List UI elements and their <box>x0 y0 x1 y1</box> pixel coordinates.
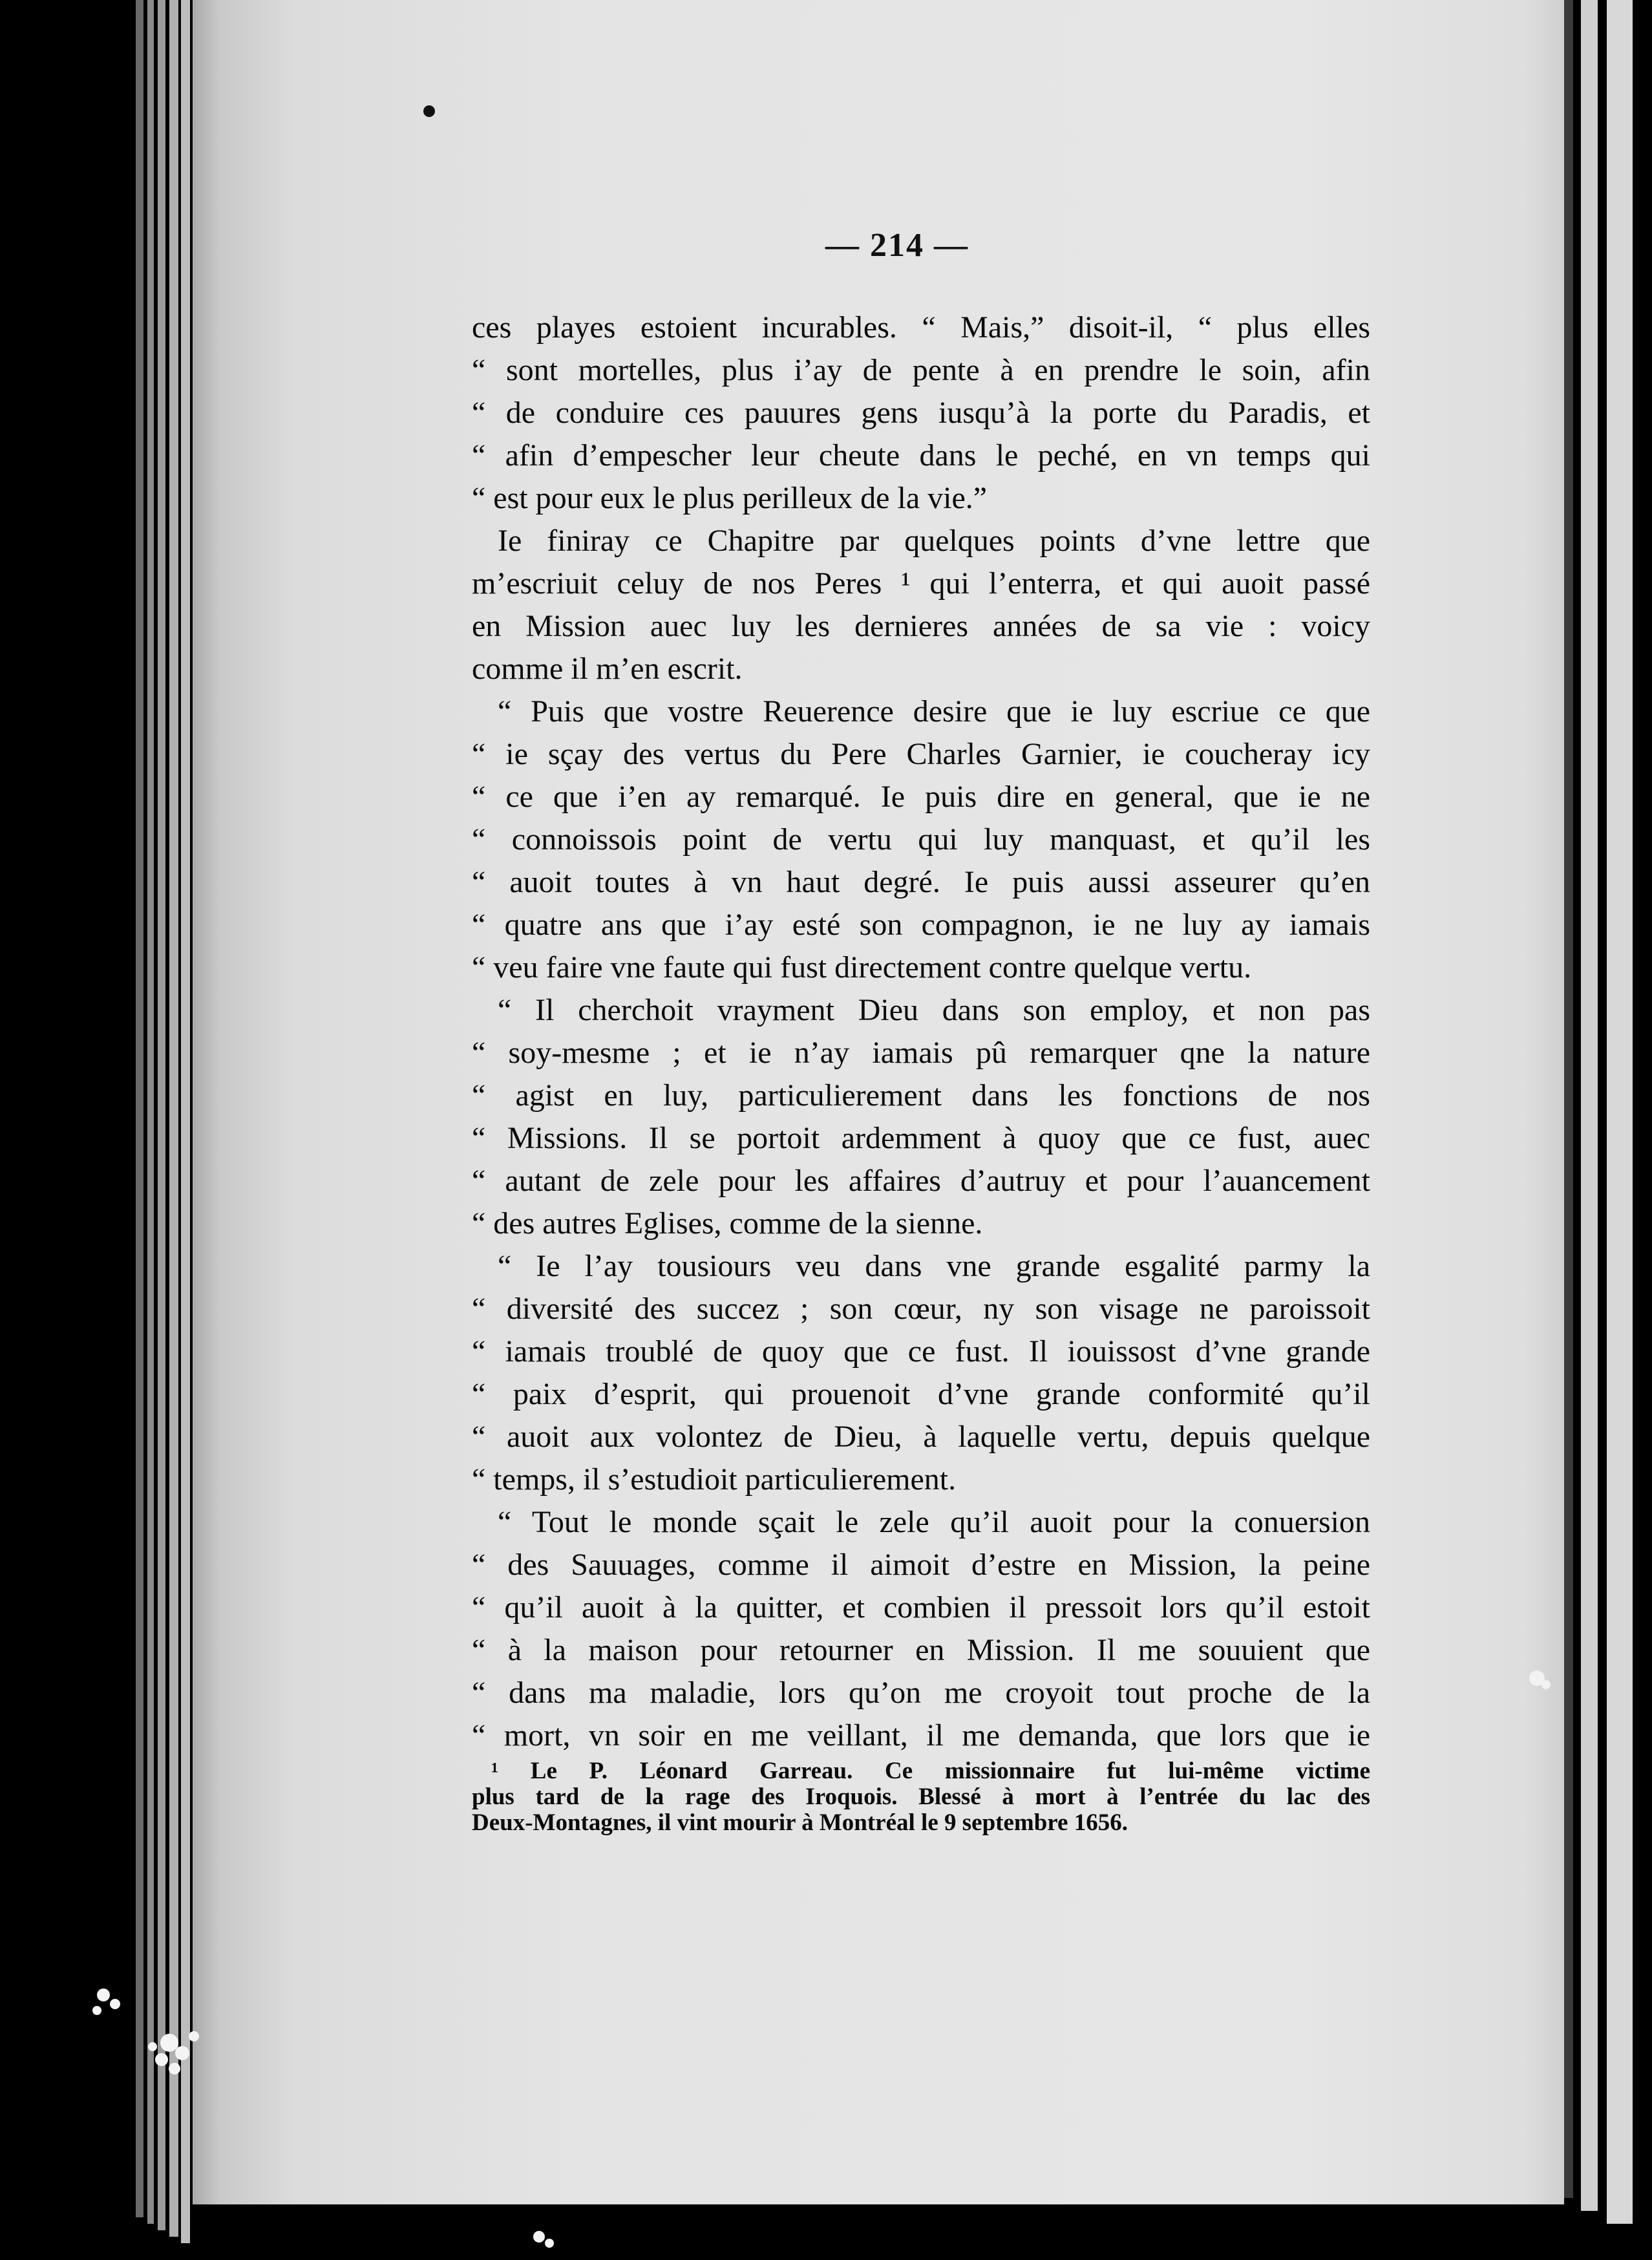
text-line: “ agist en luy, particulierement dans les fonctions de nos <box>472 1078 1370 1113</box>
text-line: “ paix d’esprit, qui prouenoit d’vne grande conformité qu’il <box>472 1377 1370 1411</box>
footnote-line: ¹ Le P. Léonard Garreau. Ce missionnaire fut lui-même victime <box>491 1758 1370 1784</box>
paragraph-start: “ Tout le monde sçait le zele qu’il auoit pour la conuersion <box>498 1505 1370 1539</box>
text-line: “ soy-mesme ; et ie n’ay iamais pû remarquer qne la nature <box>472 1036 1370 1070</box>
text-line: comme il m’en escrit. <box>472 652 743 686</box>
text-line: “ est pour eux le plus perilleux de la vie.” <box>472 481 988 515</box>
text-line: “ Missions. Il se portoit ardemment à quoy que ce fust, auec <box>472 1121 1370 1155</box>
text-line: “ connoissois point de vertu qui luy manquast, et qu’il les <box>472 822 1370 857</box>
text-line: “ temps, il s’estudioit particulierement. <box>472 1462 957 1497</box>
footnote-line: plus tard de la rage des Iroquois. Blessé à mort à l’entrée du lac des <box>472 1784 1370 1810</box>
text-line: “ auoit aux volontez de Dieu, à laquelle vertu, depuis quelque <box>472 1420 1370 1454</box>
text-line: “ qu’il auoit à la quitter, et combien il pressoit lors qu’il estoit <box>472 1590 1370 1625</box>
text-line: en Mission auec luy les dernieres années de sa vie : voicy <box>472 609 1370 643</box>
text-line: “ ie sçay des vertus du Pere Charles Garnier, ie coucheray icy <box>472 737 1370 771</box>
text-line: “ dans ma maladie, lors qu’on me croyoit tout proche de la <box>472 1676 1370 1710</box>
paragraph-start: Ie finiray ce Chapitre par quelques points d’vne lettre que <box>498 524 1370 558</box>
text-line: “ mort, vn soir en me veillant, il me demanda, que lors que ie <box>472 1718 1370 1753</box>
text-line: “ auoit toutes à vn haut degré. Ie puis aussi asseurer qu’en <box>472 865 1370 899</box>
text-line: “ de conduire ces pauures gens iusqu’à la porte du Paradis, et <box>472 396 1370 430</box>
text-line: “ à la maison pour retourner en Mission. Il me souuient que <box>472 1633 1370 1667</box>
text-line: “ autant de zele pour les affaires d’autruy et pour l’auancement <box>472 1164 1370 1198</box>
text-line: “ veu faire vne faute qui fust directement contre quelque vertu. <box>472 950 1252 985</box>
text-line: “ afin d’empescher leur cheute dans le peché, en vn temps qui <box>472 438 1370 473</box>
paragraph-start: “ Ie l’ay tousiours veu dans vne grande esgalité parmy la <box>498 1249 1370 1283</box>
text-line: “ des Sauuages, comme il aimoit d’estre en Mission, la peine <box>472 1548 1370 1582</box>
paragraph-start: “ Puis que vostre Reuerence desire que ie luy escriue ce que <box>498 694 1370 729</box>
text-line: ces playes estoient incurables. “ Mais,” disoit-il, “ plus elles <box>472 310 1370 345</box>
text-line: m’escriuit celuy de nos Peres ¹ qui l’enterra, et qui auoit passé <box>472 566 1370 601</box>
text-line: “ quatre ans que i’ay esté son compagnon, ie ne luy ay iamais <box>472 908 1370 942</box>
text-line: “ iamais troublé de quoy que ce fust. Il iouissost d’vne grande <box>472 1334 1370 1369</box>
text-line: “ sont mortelles, plus i’ay de pente à en prendre le soin, afin <box>472 353 1370 387</box>
footnote-line: Deux-Montagnes, il vint mourir à Montréal le 9 septembre 1656. <box>472 1809 1128 1836</box>
paragraph-start: “ Il cherchoit vrayment Dieu dans son employ, et non pas <box>498 993 1370 1027</box>
text-line: “ ce que i’en ay remarqué. Ie puis dire en general, que ie ne <box>472 780 1370 814</box>
page-number: — 214 — <box>825 227 969 264</box>
text-line: “ des autres Eglises, comme de la sienne. <box>472 1206 983 1241</box>
text-line: “ diversité des succez ; son cœur, ny son visage ne paroissoit <box>472 1292 1370 1326</box>
